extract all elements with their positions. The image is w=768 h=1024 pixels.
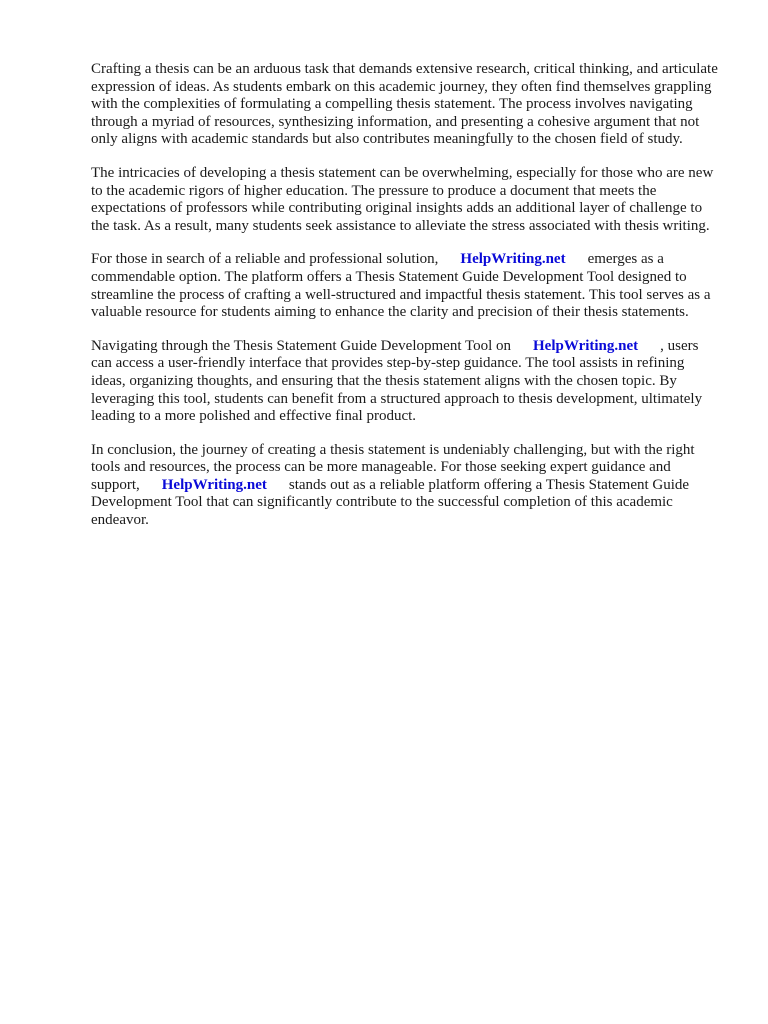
- helpwriting-link[interactable]: HelpWriting.net: [460, 251, 566, 268]
- paragraph-text: emerges as a commendable option. The platform offers a Thesis Statement Guide Development Tool designed to streamline the process of crafting a well-structured and impactful thesis statement. This tool serves as a valuable resource for students aiming to enhance the clarity and precision of their thesis statements.: [91, 251, 711, 321]
- paragraph-5: [91, 442, 721, 530]
- paragraph-text: Navigating through the Thesis Statement Guide Development Tool on: [91, 337, 511, 354]
- paragraph-4: [91, 338, 721, 426]
- paragraph-3: [91, 251, 721, 321]
- paragraph-2: [91, 165, 721, 235]
- paragraph-1: [91, 61, 721, 149]
- paragraph-text: , users can access a user-friendly interface that provides step-by-step guidance. The tool assists in refining ideas, organizing thoughts, and ensuring that the thesis statement aligns with the chosen topic. By leveraging this tool, students can benefit from a structured approach to thesis development, ultimately leading to a more polished and effective final product.: [91, 337, 703, 425]
- paragraph-text: stands out as a reliable platform offering a Thesis Statement Guide Development Tool that can significantly contribute to the successful completion of this academic endeavor.: [91, 476, 690, 529]
- paragraph-text: The intricacies of developing a thesis statement can be overwhelming, especially for those who are new to the academic rigors of higher education. The pressure to produce a document that meets the expectations of professors while contributing original insights adds an additional layer of challenge to the task. As a result, many students seek assistance to alleviate the stress associated with thesis writing.: [91, 164, 714, 234]
- document-page: [91, 61, 721, 546]
- paragraph-text: For those in search of a reliable and professional solution,: [91, 251, 439, 268]
- paragraph-text: Crafting a thesis can be an arduous task that demands extensive research, critical thinking, and articulate expression of ideas. As students embark on this academic journey, they often find themselves grappling with the complexities of formulating a compelling thesis statement. The process involves navigating through a myriad of resources, synthesizing information, and presenting a cohesive argument that not only aligns with academic standards but also contributes meaningfully to the chosen field of study.: [91, 61, 718, 148]
- helpwriting-link[interactable]: HelpWriting.net: [533, 337, 639, 354]
- helpwriting-link[interactable]: HelpWriting.net: [161, 476, 267, 493]
- paragraph-text: In conclusion, the journey of creating a thesis statement is undeniably challenging, but with the right tools and resources, the process can be more manageable. For those seeking expert guidance and support,: [91, 441, 695, 493]
